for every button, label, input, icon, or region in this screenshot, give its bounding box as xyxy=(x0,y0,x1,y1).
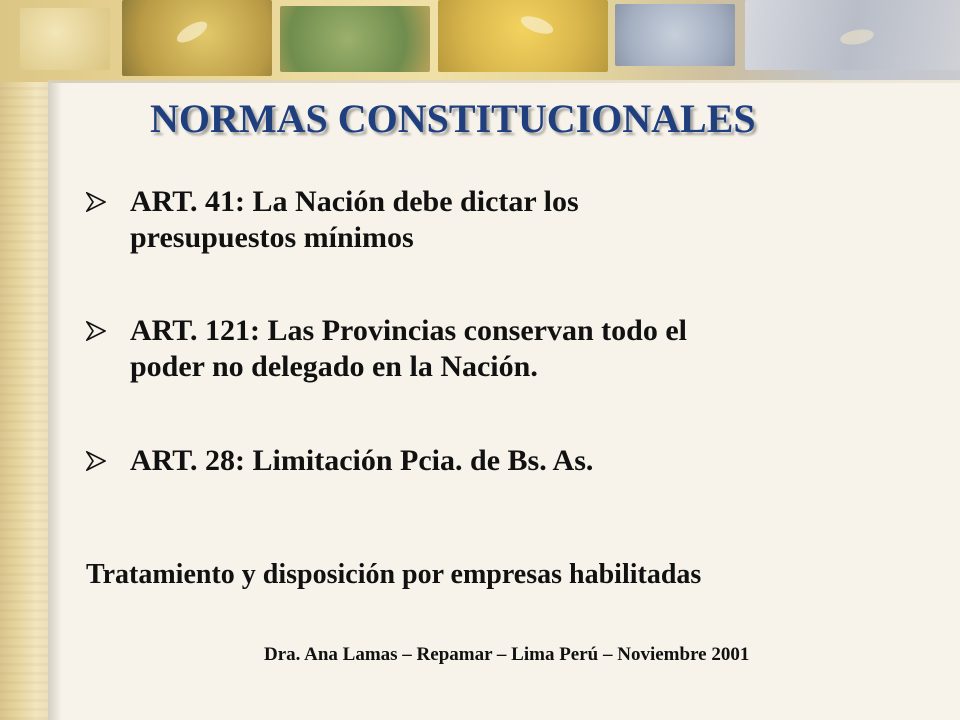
banner-tile xyxy=(20,8,110,70)
banner-tile xyxy=(280,6,430,72)
bullet-text-line: presupuestos mínimos xyxy=(130,221,414,254)
arrowhead-bullet-icon xyxy=(86,192,106,212)
bullet-text-line: ART. 41: La Nación debe dictar los xyxy=(130,185,579,218)
banner-tile xyxy=(122,0,272,76)
bullet-item xyxy=(86,313,886,385)
parchment-strip xyxy=(0,0,48,720)
footer-credit: Dra. Ana Lamas – Repamar – Lima Perú – Noviembre 2001 xyxy=(264,644,750,665)
banner-tile xyxy=(438,0,608,72)
arrowhead-bullet-icon xyxy=(86,321,106,341)
bullet-item xyxy=(86,443,886,479)
arrowhead-bullet-icon xyxy=(86,451,106,471)
statement-text: Tratamiento y disposición por empresas habilitadas xyxy=(86,559,702,590)
bullet-text-line: poder no delegado en la Nación. xyxy=(130,350,538,383)
decorative-banner xyxy=(0,0,960,82)
bullet-list xyxy=(86,180,886,479)
strip-shadow xyxy=(48,70,62,720)
bullet-text-line: ART. 28: Limitación Pcia. de Bs. As. xyxy=(130,444,594,477)
banner-edge xyxy=(48,80,960,83)
bullet-item xyxy=(86,184,886,256)
bullet-text-line: ART. 121: Las Provincias conservan todo el xyxy=(130,314,687,347)
slide-title: NORMAS CONSTITUCIONALES xyxy=(150,96,756,141)
banner-tile xyxy=(615,4,735,66)
